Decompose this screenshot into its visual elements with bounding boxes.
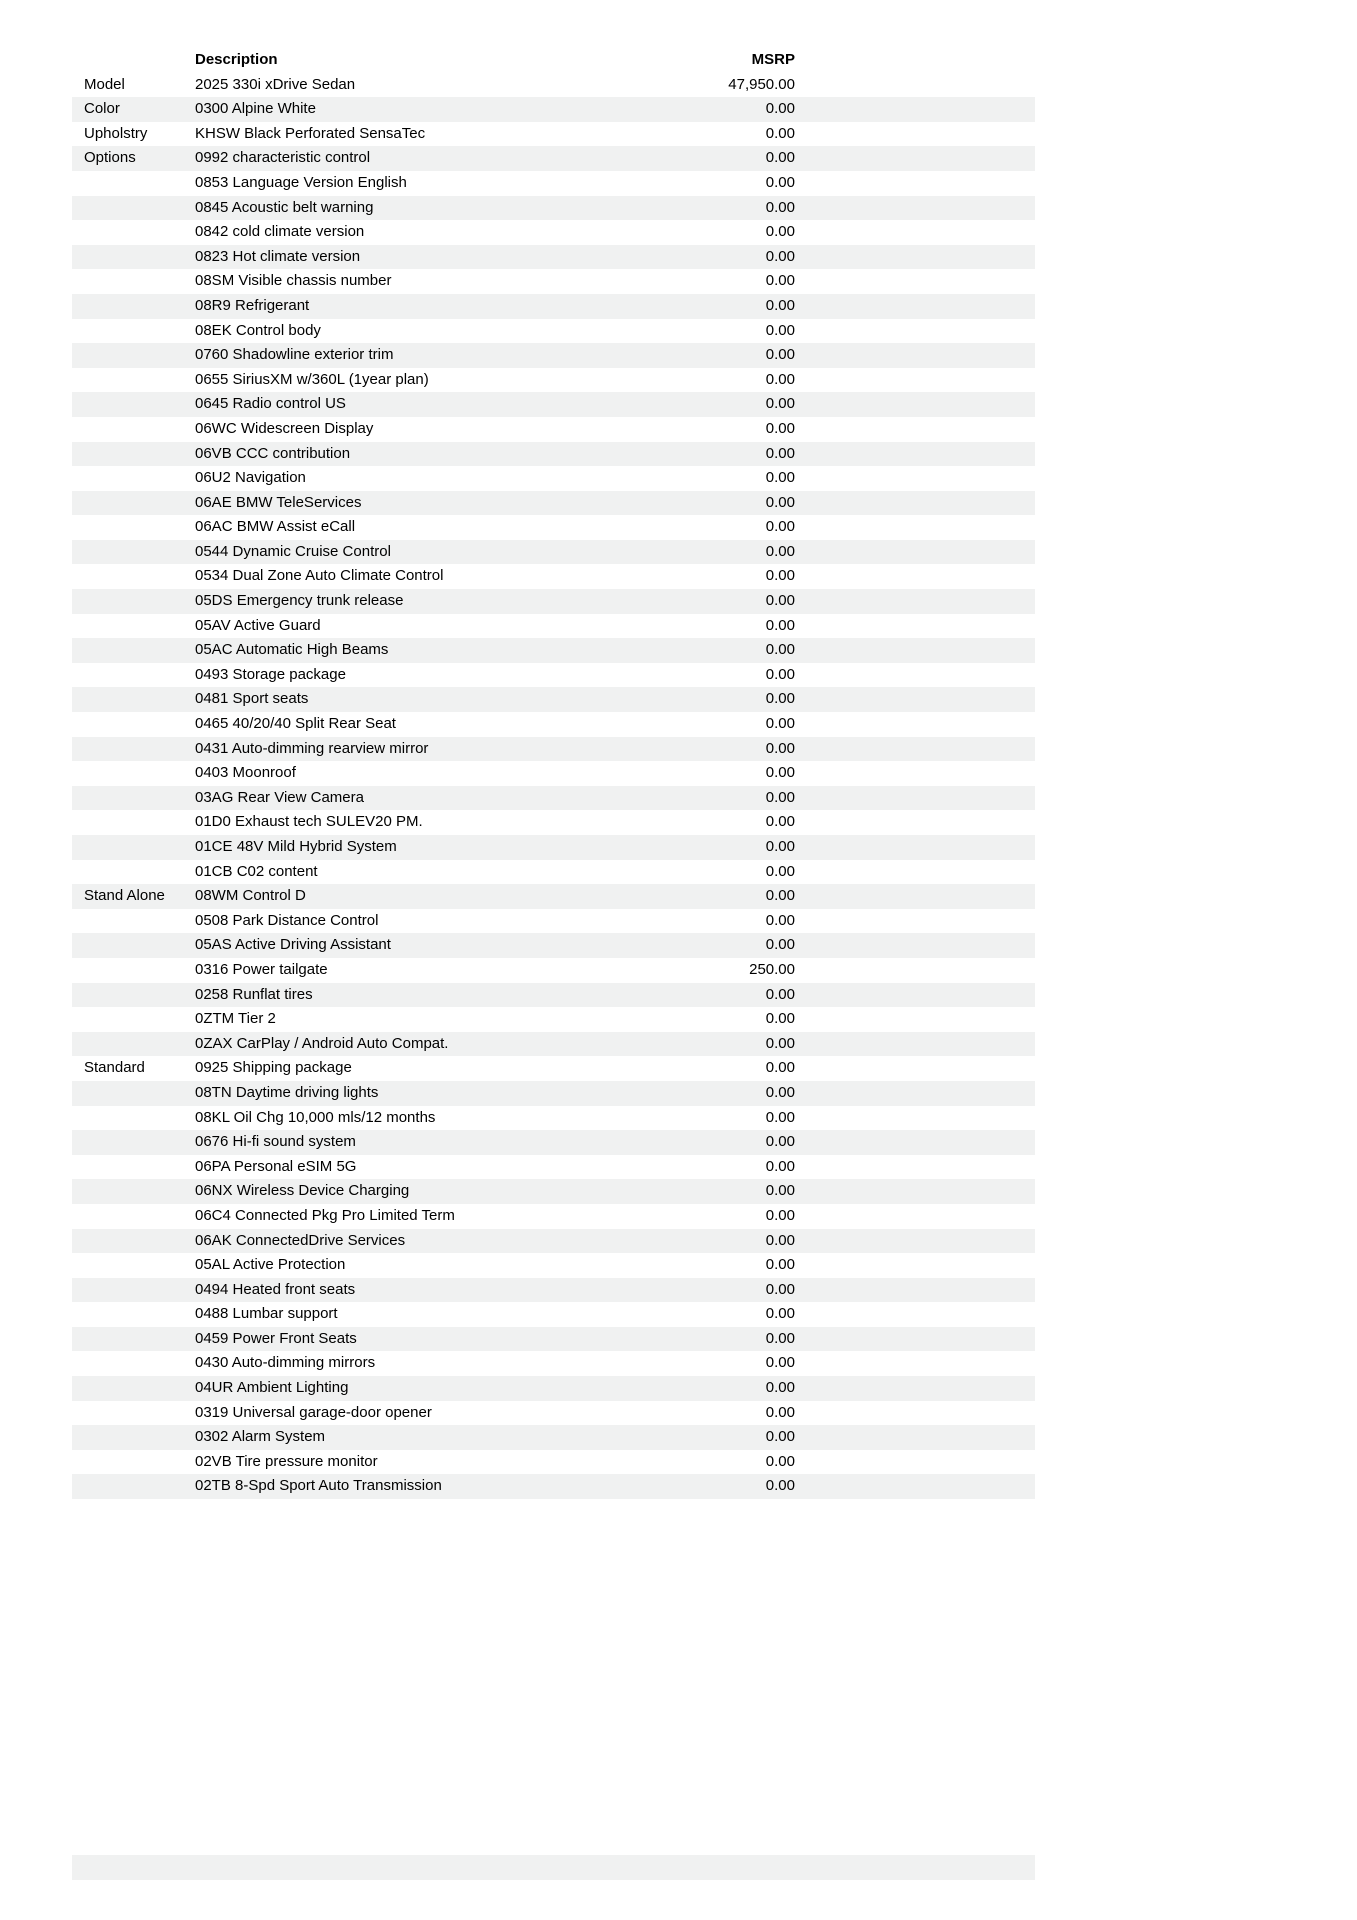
msrp-cell: 0.00: [765, 542, 795, 560]
table-row: [72, 1425, 1035, 1450]
table-row: [72, 687, 1035, 712]
msrp-cell: 0.00: [765, 395, 795, 413]
description-cell: 05AL Active Protection: [195, 1256, 346, 1274]
description-cell: 0842 cold climate version: [195, 223, 365, 241]
description-cell: 0823 Hot climate version: [195, 247, 361, 265]
table-row: [72, 786, 1035, 811]
msrp-cell: 0.00: [765, 1305, 795, 1323]
msrp-cell: 0.00: [765, 223, 795, 241]
msrp-cell: 0.00: [765, 173, 795, 191]
msrp-cell: 0.00: [765, 911, 795, 929]
description-cell: 0494 Heated front seats: [195, 1280, 356, 1298]
table-row: [72, 737, 1035, 762]
msrp-header-cell: MSRP: [751, 51, 795, 68]
table-row: [72, 958, 1035, 983]
description-cell: 01CB C02 content: [195, 862, 318, 880]
msrp-cell: 0.00: [765, 1157, 795, 1175]
description-cell: 06VB CCC contribution: [195, 444, 351, 462]
table-row: [72, 269, 1035, 294]
description-cell: 0319 Universal garage-door opener: [195, 1403, 432, 1421]
table-row: [72, 368, 1035, 393]
description-cell: 0403 Moonroof: [195, 764, 296, 782]
msrp-cell: 0.00: [765, 1133, 795, 1151]
msrp-cell: 0.00: [765, 887, 795, 905]
table-row: [72, 1081, 1035, 1106]
table-body: [72, 73, 1035, 1499]
msrp-cell: 0.00: [765, 1379, 795, 1397]
description-cell: 0431 Auto-dimming rearview mirror: [195, 739, 429, 757]
table-row: [72, 1204, 1035, 1229]
table-row: [72, 515, 1035, 540]
table-row: [72, 245, 1035, 270]
table-row: [72, 860, 1035, 885]
description-cell: 0493 Storage package: [195, 665, 346, 683]
table-row: [72, 1278, 1035, 1303]
msrp-cell: 0.00: [765, 838, 795, 855]
description-cell: 0853 Language Version English: [195, 173, 407, 191]
description-cell: 0925 Shipping package: [195, 1059, 352, 1077]
table-row: [72, 712, 1035, 737]
table-row: [72, 466, 1035, 491]
category-cell: Stand Alone: [84, 887, 165, 905]
msrp-cell: 0.00: [765, 1354, 795, 1372]
description-header-cell: Description: [195, 51, 278, 68]
description-cell: 08WM Control D: [195, 887, 306, 905]
description-cell: 06PA Personal eSIM 5G: [195, 1157, 357, 1175]
table-row: [72, 1056, 1035, 1081]
footer-band: [72, 1855, 1035, 1880]
table-row: [72, 1474, 1035, 1499]
msrp-cell: 0.00: [765, 985, 795, 1003]
table-row: [72, 97, 1035, 122]
description-cell: 05DS Emergency trunk release: [195, 592, 404, 610]
table-row: [72, 1229, 1035, 1254]
description-cell: 06U2 Navigation: [195, 469, 306, 487]
msrp-cell: 0.00: [765, 665, 795, 683]
description-cell: 0655 SiriusXM w/360L (1year plan): [195, 370, 429, 388]
description-cell: 08TN Daytime driving lights: [195, 1083, 379, 1101]
description-cell: 06WC Widescreen Display: [195, 419, 374, 437]
msrp-cell: 0.00: [765, 124, 795, 142]
msrp-cell: 0.00: [765, 567, 795, 585]
description-cell: 0258 Runflat tires: [195, 985, 313, 1003]
msrp-cell: 0.00: [765, 1206, 795, 1224]
table-row: [72, 1450, 1035, 1475]
description-cell: 08KL Oil Chg 10,000 mls/12 months: [195, 1108, 436, 1126]
msrp-cell: 0.00: [765, 1280, 795, 1298]
msrp-cell: 0.00: [765, 321, 795, 339]
table-row: [72, 417, 1035, 442]
table-row: [72, 761, 1035, 786]
table-row: [72, 1401, 1035, 1426]
msrp-cell: 0.00: [765, 1452, 795, 1470]
category-cell: Upholstry: [84, 124, 148, 142]
description-cell: 0488 Lumbar support: [195, 1305, 338, 1323]
msrp-cell: 0.00: [765, 936, 795, 954]
description-cell: 01D0 Exhaust tech SULEV20 PM.: [195, 813, 423, 831]
description-cell: 06AE BMW TeleServices: [195, 493, 362, 511]
description-cell: 02VB Tire pressure monitor: [195, 1452, 378, 1470]
description-cell: 08R9 Refrigerant: [195, 296, 310, 314]
table-row: [72, 589, 1035, 614]
msrp-cell: 47,950.00: [728, 75, 795, 93]
msrp-cell: 0.00: [765, 444, 795, 462]
category-cell: Standard: [84, 1059, 145, 1077]
msrp-cell: 0.00: [765, 296, 795, 314]
table-row: [72, 442, 1035, 467]
msrp-cell: 0.00: [765, 346, 795, 364]
description-cell: 0430 Auto-dimming mirrors: [195, 1354, 376, 1372]
category-cell: Model: [84, 75, 125, 93]
table-row: [72, 884, 1035, 909]
table-row: [72, 392, 1035, 417]
table-row: [72, 1130, 1035, 1155]
description-cell: 0508 Park Distance Control: [195, 911, 379, 929]
description-cell: 0302 Alarm System: [195, 1428, 326, 1446]
table-row: [72, 810, 1035, 835]
description-cell: 05AS Active Driving Assistant: [195, 936, 391, 954]
description-cell: 0544 Dynamic Cruise Control: [195, 542, 391, 560]
description-cell: 2025 330i xDrive Sedan: [195, 75, 356, 93]
table-row: [72, 564, 1035, 589]
table-row: [72, 294, 1035, 319]
msrp-cell: 0.00: [765, 149, 795, 167]
msrp-cell: 0.00: [765, 641, 795, 659]
description-cell: 01CE 48V Mild Hybrid System: [195, 838, 397, 855]
msrp-cell: 0.00: [765, 493, 795, 511]
msrp-cell: 0.00: [765, 1329, 795, 1347]
description-cell: 04UR Ambient Lighting: [195, 1379, 349, 1397]
msrp-cell: 0.00: [765, 100, 795, 118]
msrp-cell: 0.00: [765, 788, 795, 806]
msrp-cell: 0.00: [765, 739, 795, 757]
description-cell: 05AC Automatic High Beams: [195, 641, 389, 659]
description-cell: 08SM Visible chassis number: [195, 272, 392, 290]
table-row: [72, 1155, 1035, 1180]
description-cell: 0465 40/20/40 Split Rear Seat: [195, 715, 396, 733]
description-cell: 0481 Sport seats: [195, 690, 309, 708]
msrp-cell: 0.00: [765, 1428, 795, 1446]
msrp-cell: 0.00: [765, 1083, 795, 1101]
description-cell: 05AV Active Guard: [195, 616, 321, 634]
description-cell: 0459 Power Front Seats: [195, 1329, 357, 1347]
table-row: [72, 1032, 1035, 1057]
table-header-row: [72, 48, 1035, 73]
table-row: [72, 909, 1035, 934]
description-cell: KHSW Black Perforated SensaTec: [195, 124, 426, 142]
table-row: [72, 933, 1035, 958]
description-cell: 0992 characteristic control: [195, 149, 371, 167]
category-cell: Options: [84, 149, 136, 167]
description-cell: 03AG Rear View Camera: [195, 788, 364, 806]
msrp-cell: 0.00: [765, 419, 795, 437]
description-cell: 0ZTM Tier 2: [195, 1010, 276, 1028]
description-cell: 0645 Radio control US: [195, 395, 346, 413]
msrp-cell: 0.00: [765, 1231, 795, 1249]
description-cell: 06AC BMW Assist eCall: [195, 518, 356, 536]
table-row: [72, 319, 1035, 344]
table-row: [72, 614, 1035, 639]
table-row: [72, 1376, 1035, 1401]
msrp-cell: 0.00: [765, 1034, 795, 1052]
description-cell: 0845 Acoustic belt warning: [195, 198, 374, 216]
description-cell: 0ZAX CarPlay / Android Auto Compat.: [195, 1034, 449, 1052]
table-row: [72, 1007, 1035, 1032]
table-row: [72, 73, 1035, 98]
table-row: [72, 1327, 1035, 1352]
msrp-cell: 0.00: [765, 518, 795, 536]
description-cell: 0760 Shadowline exterior trim: [195, 346, 394, 364]
msrp-cell: 0.00: [765, 272, 795, 290]
table-row: [72, 1302, 1035, 1327]
vehicle-options-price-sheet: [72, 48, 1035, 1499]
msrp-cell: 0.00: [765, 862, 795, 880]
msrp-cell: 0.00: [765, 1256, 795, 1274]
description-cell: 08EK Control body: [195, 321, 321, 339]
msrp-cell: 0.00: [765, 1403, 795, 1421]
table-row: [72, 220, 1035, 245]
description-cell: 06AK ConnectedDrive Services: [195, 1231, 406, 1249]
msrp-cell: 0.00: [765, 616, 795, 634]
table-row: [72, 663, 1035, 688]
description-cell: 0676 Hi-fi sound system: [195, 1133, 356, 1151]
description-cell: 06C4 Connected Pkg Pro Limited Term: [195, 1206, 455, 1224]
msrp-cell: 0.00: [765, 247, 795, 265]
msrp-cell: 0.00: [765, 1010, 795, 1028]
msrp-cell: 0.00: [765, 813, 795, 831]
description-cell: 0316 Power tailgate: [195, 960, 328, 978]
table-row: [72, 540, 1035, 565]
msrp-cell: 0.00: [765, 469, 795, 487]
description-cell: 06NX Wireless Device Charging: [195, 1182, 410, 1200]
msrp-cell: 0.00: [765, 1477, 795, 1495]
table-row: [72, 1179, 1035, 1204]
msrp-cell: 0.00: [765, 1182, 795, 1200]
table-row: [72, 1253, 1035, 1278]
table-row: [72, 343, 1035, 368]
table-row: [72, 1106, 1035, 1131]
table-row: [72, 196, 1035, 221]
msrp-cell: 0.00: [765, 1108, 795, 1126]
msrp-cell: 250.00: [749, 960, 795, 978]
table-row: [72, 983, 1035, 1008]
msrp-cell: 0.00: [765, 198, 795, 216]
table-row: [72, 638, 1035, 663]
table-row: [72, 835, 1035, 860]
msrp-cell: 0.00: [765, 690, 795, 708]
msrp-cell: 0.00: [765, 1059, 795, 1077]
table-row: [72, 122, 1035, 147]
msrp-cell: 0.00: [765, 592, 795, 610]
table-row: [72, 491, 1035, 516]
table-row: [72, 146, 1035, 171]
description-cell: 0534 Dual Zone Auto Climate Control: [195, 567, 444, 585]
description-cell: 02TB 8-Spd Sport Auto Transmission: [195, 1477, 442, 1495]
description-cell: 0300 Alpine White: [195, 100, 316, 118]
msrp-cell: 0.00: [765, 764, 795, 782]
msrp-cell: 0.00: [765, 370, 795, 388]
table-row: [72, 171, 1035, 196]
table-row: [72, 1351, 1035, 1376]
msrp-cell: 0.00: [765, 715, 795, 733]
category-cell: Color: [84, 100, 120, 118]
